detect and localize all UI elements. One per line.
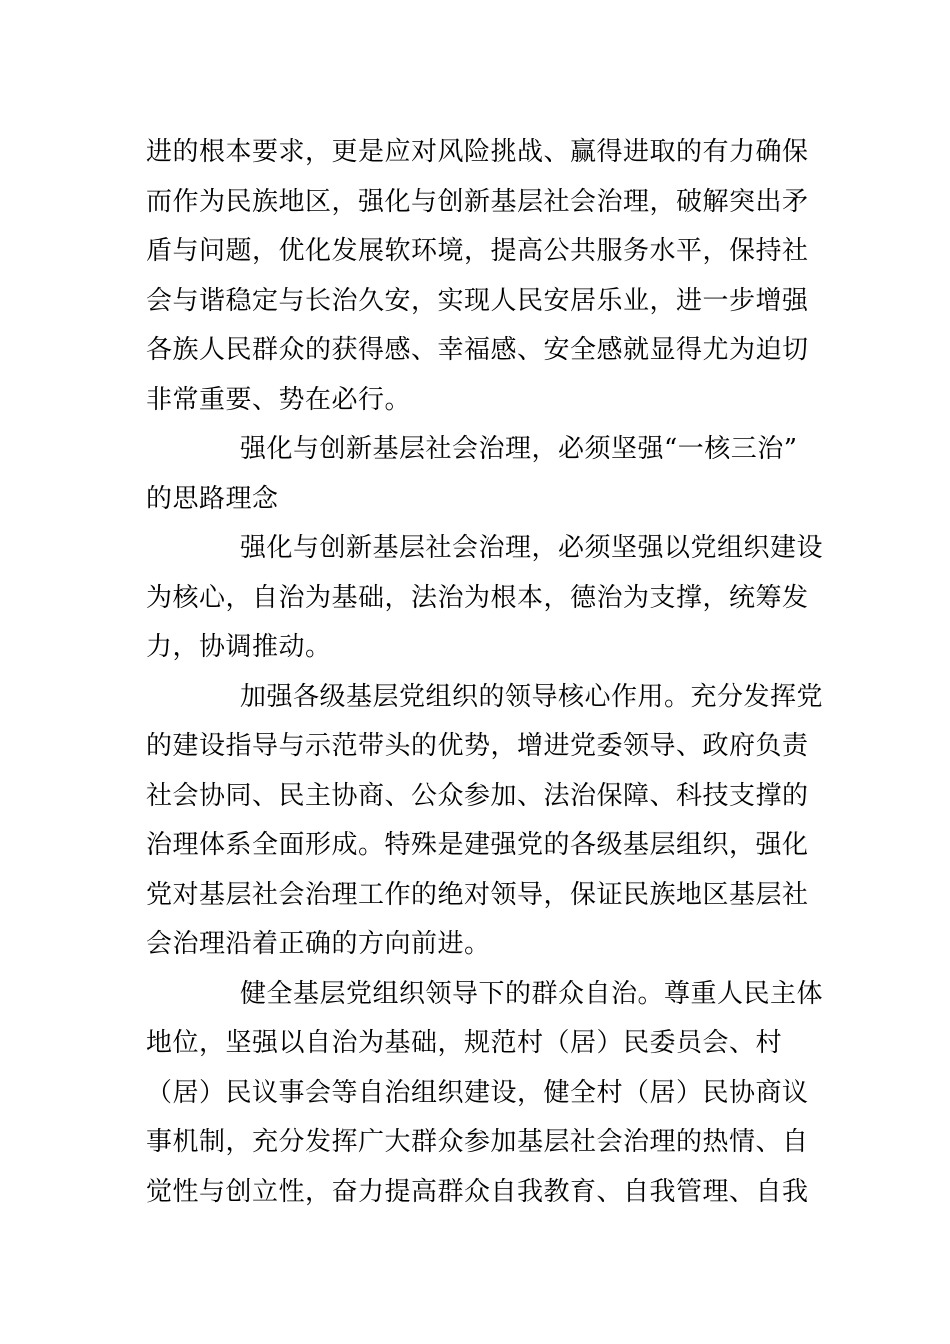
text-line: 力，协调推动。 <box>146 632 332 662</box>
text-line: 强化与创新基层社会治理，必须坚强以党组织建设 <box>240 533 824 563</box>
text-line: 地位，坚强以自治为基础，规范村（居）民委员会、村 <box>146 1028 783 1058</box>
text-line: 加强各级基层党组织的领导核心作用。充分发挥党 <box>240 681 824 712</box>
text-line: 健全基层党组织领导下的群众自治。尊重人民主体 <box>240 978 824 1009</box>
text-line: 非常重要、势在必行。 <box>146 384 412 415</box>
text-line: 的建设指导与示范带头的优势，增进党委领导、政府负责 <box>146 731 809 761</box>
text-line: 会与谐稳定与长治久安，实现人民安居乐业，进一步增强 <box>146 285 809 316</box>
text-line: 进的根本要求，更是应对风险挑战、赢得进取的有力确保 <box>146 137 809 167</box>
text-line: 事机制，充分发挥广大群众参加基层社会治理的热情、自 <box>146 1127 809 1157</box>
text-line: 党对基层社会治理工作的绝对领导，保证民族地区基层社 <box>146 879 809 910</box>
text-line: 而作为民族地区，强化与创新基层社会治理，破解突出矛 <box>146 186 809 217</box>
section-heading-line: 的思路理念 <box>146 483 279 514</box>
section-heading-line: 强化与创新基层社会治理，必须坚强“一核三治” <box>240 434 798 464</box>
text-line: 社会协同、民主协商、公众参加、法治保障、科技支撑的 <box>146 780 809 811</box>
text-line: 治理体系全面形成。特殊是建强党的各级基层组织，强化 <box>146 830 809 860</box>
text-line: 会治理沿着正确的方向前进。 <box>146 929 491 959</box>
text-line: 各族人民群众的获得感、幸福感、安全感就显得尤为迫切 <box>146 335 809 365</box>
text-line: （居）民议事会等自治组织建设，健全村（居）民协商议 <box>146 1077 809 1108</box>
text-line: 为核心，自治为基础，法治为根本，德治为支撑，统筹发 <box>146 582 809 613</box>
text-line: 觉性与创立性，奋力提高群众自我教育、自我管理、自我 <box>146 1176 809 1207</box>
body-text <box>146 128 824 1217</box>
text-line: 盾与问题，优化发展软环境，提高公共服务水平，保持社 <box>146 236 809 266</box>
